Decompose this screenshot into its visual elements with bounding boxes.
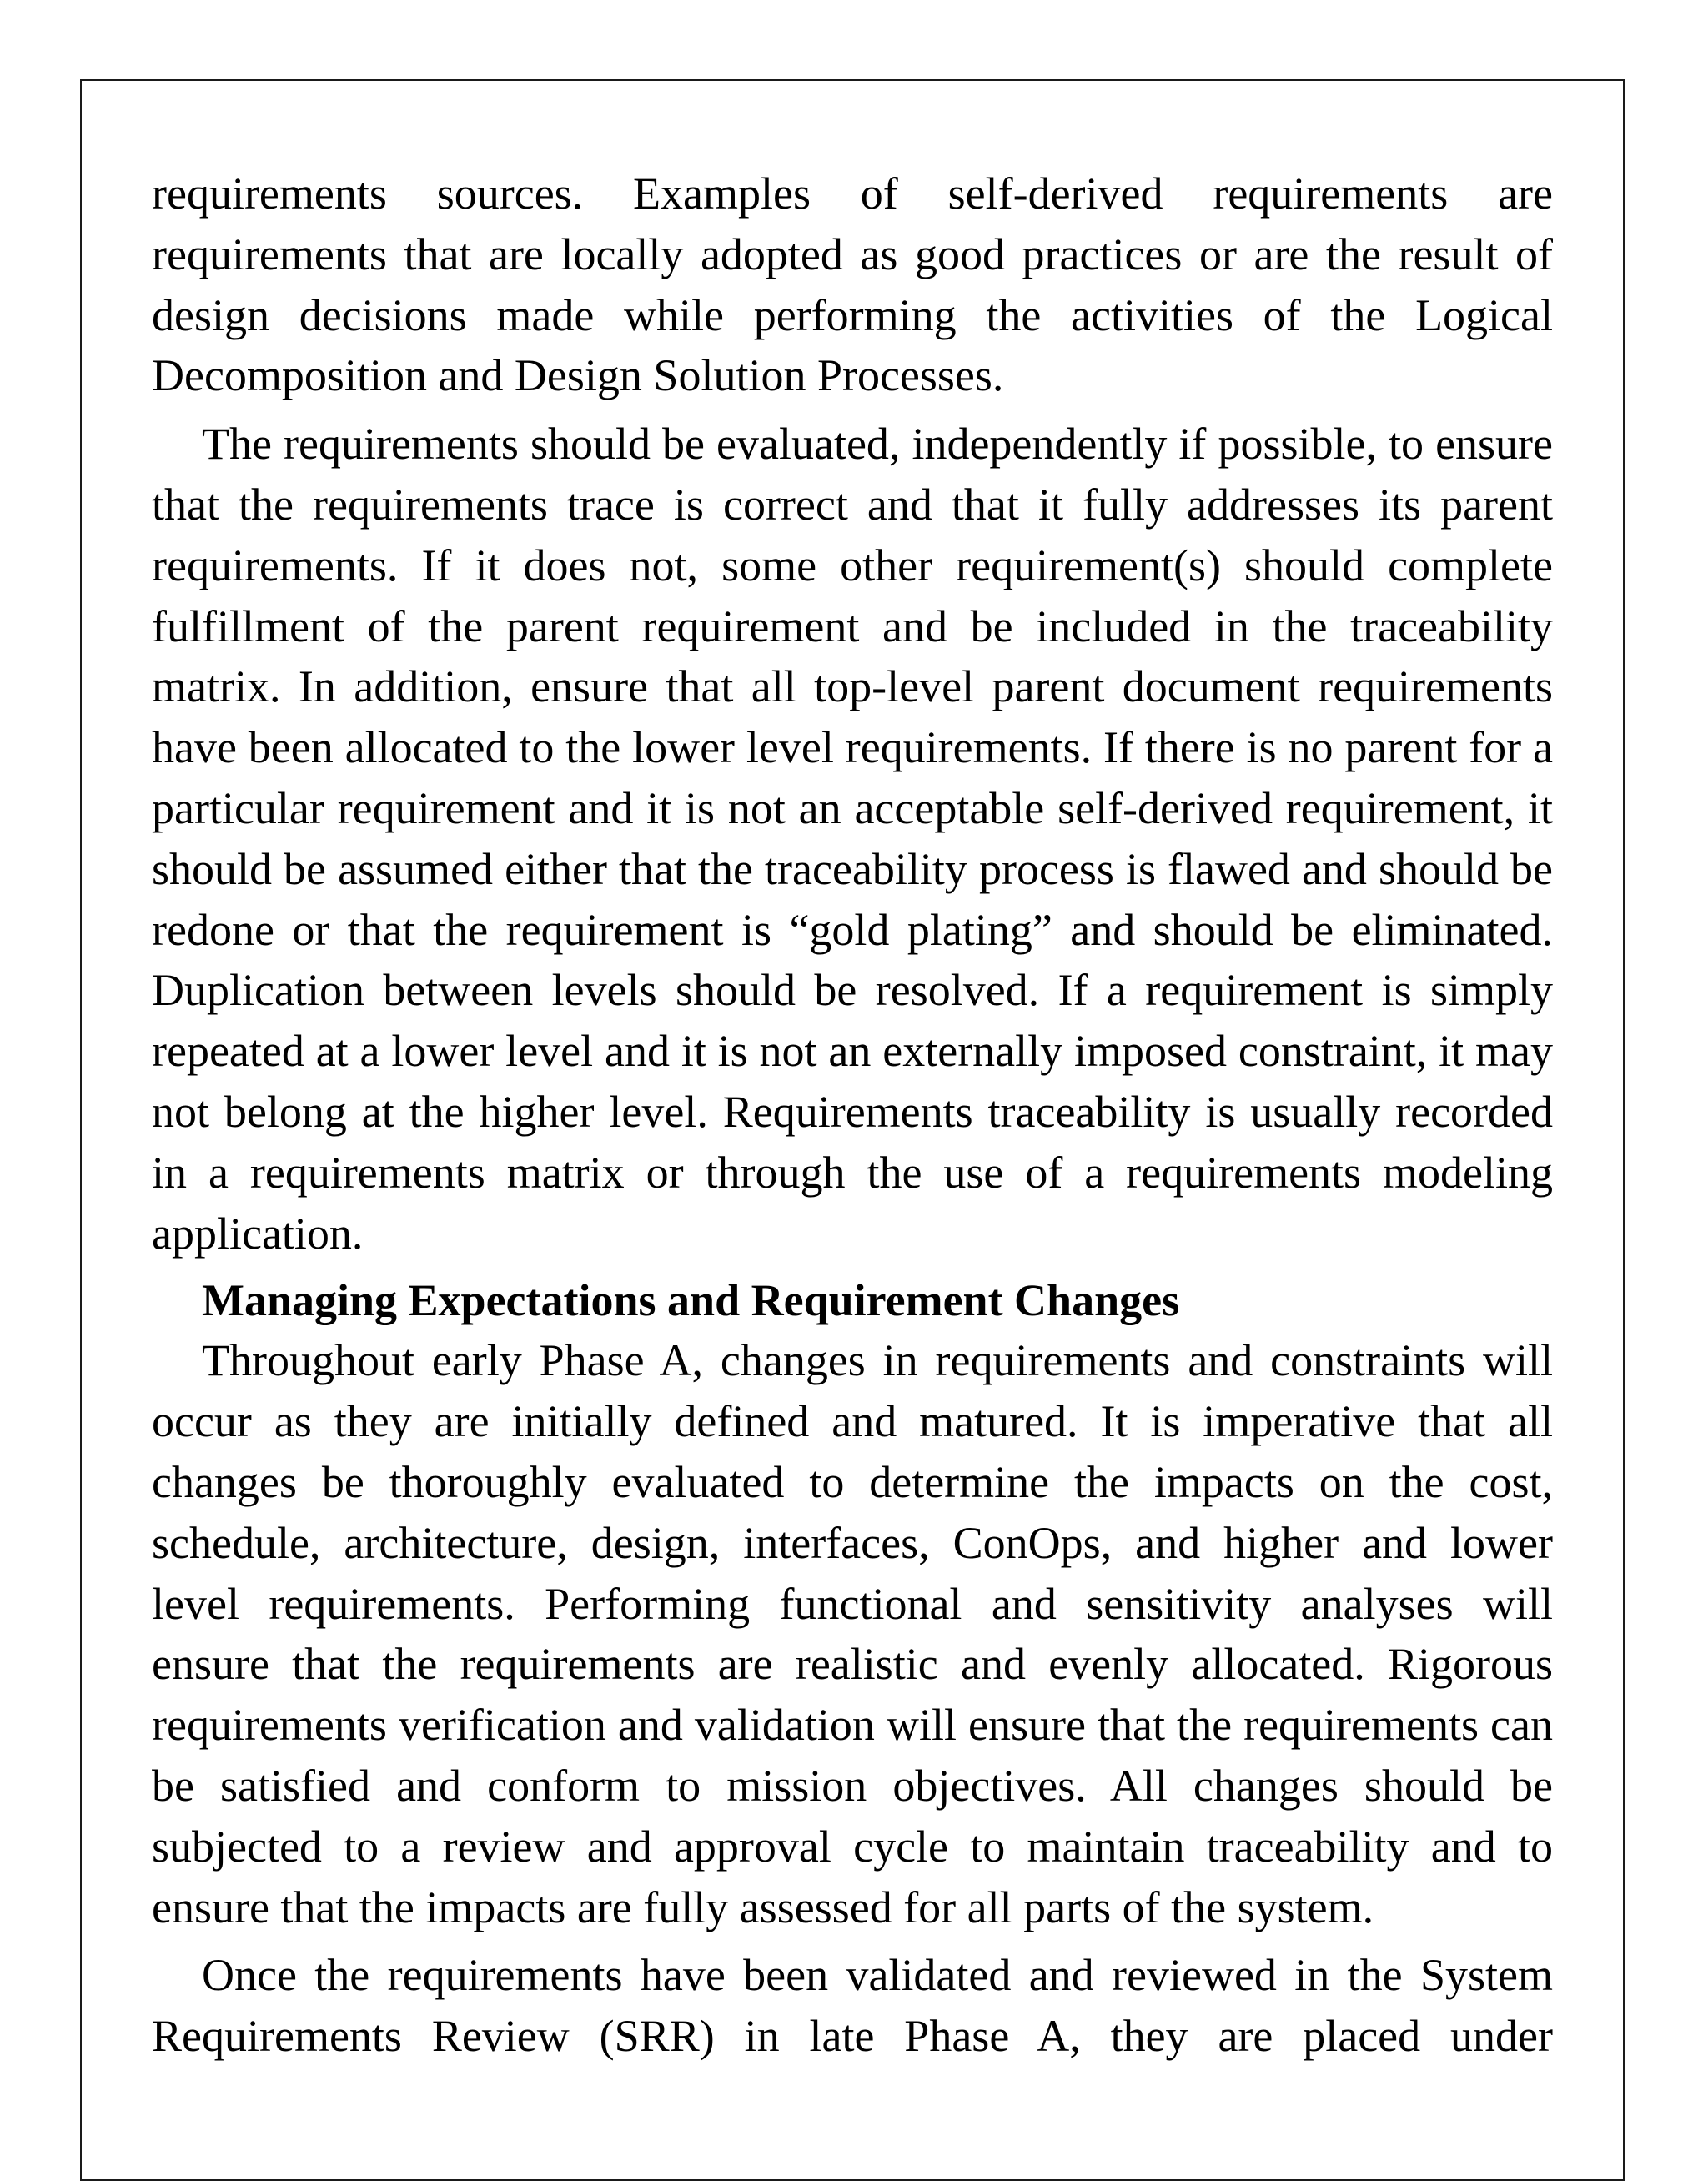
paragraph-srr-baseline: Once the requirements have been validated and reviewed in the System Requirements Review (SRR) in late Phase A, they are placed under: [152, 1950, 1553, 2062]
paragraph-requirements-evaluation: The requirements should be evaluated, independently if possible, to ensure that the requirements trace is correct and that it fully addresses its parent requirements. If it does not, some other requirement(s) should complete fulfillment of the parent requirement and be included in the traceability matrix. In addition, ensure that all top-level parent document requirements have been allocated to the lower level requirements. If there is no parent for a particular requirement and it is not an acceptable self-derived requirement, it should be assumed either that the traceability process is flawed and should be redone or that the requirement is “gold plating” and should be eliminated. Duplication between levels should be resolved. If a requirement is simply repeated at a lower level and it is not an externally imposed constraint, it may not belong at the higher level. Requirements traceability is usually recorded in a requirements matrix or through the use of a requirements modeling application.: [152, 419, 1553, 1259]
paragraph-requirement-changes: Throughout early Phase A, changes in requirements and constraints will occur as they are initially defined and matured. It is imperative that all changes be thoroughly evaluated to determine the impacts on the cost, schedule, architecture, design, interfaces, ConOps, and higher and lower level requirements. Performing functional and sensitivity analyses will ensure that the requirements are realistic and evenly allocated. Rigorous requirements verification and validation will ensure that the requirements can be satisfied and conform to mission objectives. All changes should be subjected to a review and approval cycle to maintain traceability and to ensure that the impacts are fully assessed for all parts of the system.: [152, 1335, 1553, 1932]
section-heading: Managing Expectations and Requirement Changes: [202, 1275, 1180, 1326]
document-body: [152, 163, 1553, 2067]
paragraph-self-derived-requirements: requirements sources. Examples of self-derived requirements are requirements that are locally adopted as good practices or are the result of design decisions made while performing the activities of the Logical Decomposition and Design Solution Processes.: [152, 168, 1553, 401]
